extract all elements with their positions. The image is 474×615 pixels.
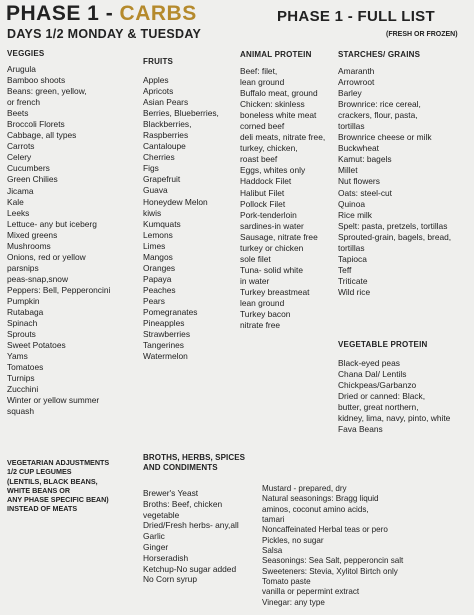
list-item: Beans: green, yellow,: [7, 86, 87, 97]
starches-list: [338, 66, 451, 298]
list-item: Chicken: skinless: [240, 99, 305, 110]
veggies-heading: VEGGIES: [7, 49, 45, 58]
list-item: Horseradish: [143, 552, 189, 563]
list-item: Salsa: [262, 546, 283, 556]
vegetable-protein-heading: VEGETABLE PROTEIN: [338, 340, 428, 349]
list-item: Buckwheat: [338, 143, 379, 154]
list-item: Ketchup-No sugar added: [143, 563, 237, 574]
list-item: Kumquats: [143, 218, 181, 229]
list-item: Zucchini: [7, 384, 39, 395]
full-list-title: PHASE 1 - FULL LIST: [277, 8, 435, 25]
list-item: Seasonings: Sea Salt, pepperoncin salt: [262, 556, 404, 566]
list-item: Celery: [7, 152, 32, 163]
list-item: Oranges: [143, 262, 176, 273]
list-item: Black-eyed peas: [338, 358, 400, 368]
list-item: Raspberries: [143, 130, 189, 141]
list-item: Teff: [338, 264, 352, 275]
list-item: Barley: [338, 88, 362, 99]
list-item: sole filet: [240, 253, 271, 264]
list-item: Quinoa: [338, 198, 366, 209]
list-item: roast beef: [240, 154, 278, 165]
list-item: Peppers: Bell, Pepperoncini: [7, 284, 111, 295]
list-item: lean ground: [240, 297, 285, 308]
list-item: Wild rice: [338, 286, 371, 297]
list-item: Tapioca: [338, 253, 367, 264]
list-item: tortillas: [338, 242, 365, 253]
list-item: Pork-tenderloin: [240, 209, 297, 220]
vegetarian-adjustments: [7, 458, 109, 514]
list-item: butter, great northern,: [338, 402, 419, 413]
broths-heading-line: BROTHS, HERBS, SPICES: [143, 453, 246, 462]
list-item: lean ground: [240, 77, 285, 88]
list-item: Green Chilies: [7, 174, 58, 185]
list-item: Cherries: [143, 152, 175, 163]
list-item: Peaches: [143, 284, 176, 295]
list-item: deli meats, nitrate free,: [240, 132, 326, 143]
list-item: Ginger: [143, 541, 169, 552]
broths-list: [143, 488, 239, 585]
veg-adjust-line: 1/2 CUP LEGUMES: [7, 467, 72, 477]
list-item: Apricots: [143, 86, 174, 97]
veg-adjust-line: ANY PHASE SPECIFIC BEAN): [7, 495, 109, 505]
list-item: Mixed greens: [7, 229, 58, 240]
list-item: sardines-in water: [240, 220, 304, 231]
list-item: Tangerines: [143, 340, 184, 351]
list-item: Spinach: [7, 318, 38, 329]
list-item: Turkey bacon: [240, 309, 291, 320]
condiments-list: [262, 484, 403, 608]
list-item: No Corn syrup: [143, 574, 197, 585]
list-item: in water: [240, 275, 270, 286]
list-item: Fava Beans: [338, 424, 383, 435]
list-item: Pickles, no sugar: [262, 535, 324, 545]
list-item: Mushrooms: [7, 240, 51, 251]
list-item: Guava: [143, 185, 168, 196]
list-item: Amaranth: [338, 66, 375, 76]
list-item: squash: [7, 406, 35, 417]
list-item: Berries, Blueberries,: [143, 108, 219, 119]
list-item: turkey, chicken,: [240, 143, 298, 154]
list-item: Cucumbers: [7, 163, 50, 174]
list-item: aminos, coconut amino acids,: [262, 504, 369, 514]
broths-heading-line: AND CONDIMENTS: [143, 463, 218, 472]
veg-adjust-line: WHITE BEANS OR: [7, 485, 71, 495]
list-item: turkey or chicken: [240, 242, 304, 253]
list-item: Broccoli Florets: [7, 119, 65, 130]
list-item: Watermelon: [143, 351, 188, 362]
list-item: vanilla or pepermint extract: [262, 587, 360, 597]
list-item: parsnips: [7, 262, 39, 273]
list-item: Cabbage, all types: [7, 130, 77, 141]
list-item: Blackberries,: [143, 119, 192, 130]
list-item: Haddock Filet: [240, 176, 292, 187]
list-item: Figs: [143, 163, 159, 174]
starches-heading: STARCHES/ GRAINS: [338, 50, 421, 59]
list-item: Eggs, whites only: [240, 165, 306, 176]
list-item: Lettuce- any but iceberg: [7, 218, 97, 229]
list-item: Asian Pears: [143, 97, 189, 108]
list-item: Oats: steel-cut: [338, 187, 392, 198]
list-item: or french: [7, 97, 41, 108]
list-item: peas-snap,snow: [7, 273, 68, 284]
list-item: Arugula: [7, 64, 36, 74]
list-item: Halibut Filet: [240, 187, 285, 198]
list-item: Carrots: [7, 141, 35, 152]
list-item: Winter or yellow summer: [7, 395, 100, 406]
list-item: Apples: [143, 75, 169, 85]
list-item: Kale: [7, 196, 24, 207]
list-item: Cantaloupe: [143, 141, 186, 152]
list-item: Yams: [7, 351, 28, 362]
list-item: Papaya: [143, 273, 172, 284]
list-item: Brownrice: rice cereal,: [338, 99, 421, 110]
list-item: Pumpkin: [7, 295, 40, 306]
list-item: Brewer's Yeast: [143, 488, 199, 498]
veggies-list: [7, 64, 110, 418]
list-item: Sweet Potatoes: [7, 340, 66, 351]
list-item: Pineapples: [143, 318, 185, 329]
list-item: Onions, red or yellow: [7, 251, 86, 262]
list-item: Buffalo meat, ground: [240, 88, 318, 99]
list-item: Chickpeas/Garbanzo: [338, 380, 417, 391]
list-item: Pollock Filet: [240, 198, 286, 209]
list-item: Spelt: pasta, pretzels, tortillas: [338, 220, 448, 231]
list-item: Rice milk: [338, 209, 372, 220]
list-item: Chana Dal/ Lentils: [338, 369, 407, 380]
list-item: Brownrice cheese or milk: [338, 132, 432, 143]
list-item: Jicama: [7, 185, 34, 196]
list-item: boneless white meat: [240, 110, 317, 121]
list-item: Mustard - prepared, dry: [262, 484, 347, 493]
list-item: Dried/Fresh herbs- any,all: [143, 520, 239, 531]
list-item: Leeks: [7, 207, 30, 218]
animal-protein-heading: ANIMAL PROTEIN: [240, 50, 312, 59]
title-phase: PHASE 1 -: [6, 2, 114, 25]
list-item: Vinegar: any type: [262, 597, 325, 607]
list-item: Rutabaga: [7, 307, 44, 318]
veg-adjust-line: (LENTILS, BLACK BEANS,: [7, 476, 98, 486]
list-item: Natural seasonings: Bragg liquid: [262, 494, 379, 504]
list-item: Kamut: bagels: [338, 154, 392, 165]
list-item: vegetable: [143, 509, 180, 520]
title-carbs: CARBS: [119, 2, 197, 25]
fruits-heading: FRUITS: [143, 57, 174, 66]
list-item: Triticate: [338, 275, 368, 286]
page-subtitle: DAYS 1/2 MONDAY & TUESDAY: [7, 27, 202, 41]
list-item: Pears: [143, 295, 165, 306]
list-item: Garlic: [143, 531, 165, 542]
list-item: kiwis: [143, 207, 162, 218]
vegetable-protein-list: [338, 358, 450, 435]
list-item: Tomatoes: [7, 362, 44, 373]
list-item: Lemons: [143, 229, 173, 240]
list-item: Mangos: [143, 251, 173, 262]
list-item: Grapefruit: [143, 174, 181, 185]
list-item: kidney, lima, navy, pinto, white: [338, 413, 451, 424]
list-item: Tuna- solid white: [240, 264, 303, 275]
list-item: Pomegranates: [143, 306, 198, 317]
list-item: Sausage, nitrate free: [240, 231, 318, 242]
veg-adjust-line: INSTEAD OF MEATS: [7, 504, 78, 514]
list-item: Turnips: [7, 373, 35, 384]
list-item: Broths: Beef, chicken: [143, 498, 223, 509]
list-item: Honeydew Melon: [143, 196, 208, 207]
list-item: Sprouts: [7, 329, 36, 340]
page-title: [6, 2, 197, 26]
list-item: tamari: [262, 515, 285, 525]
list-item: Bamboo shoots: [7, 75, 66, 86]
list-item: tortillas: [338, 121, 365, 132]
list-item: Sweeteners: Stevia, Xylitol Birtch only: [262, 566, 398, 576]
list-item: Sprouted-grain, bagels, bread,: [338, 231, 452, 242]
broths-heading: [143, 453, 245, 473]
list-item: Noncaffeinated Herbal teas or pero: [262, 525, 388, 535]
list-item: corned beef: [240, 121, 285, 132]
list-item: Dried or canned: Black,: [338, 391, 426, 402]
list-item: Millet: [338, 165, 358, 176]
fresh-frozen-note: (FRESH OR FROZEN): [386, 31, 458, 38]
list-item: Strawberries: [143, 329, 191, 340]
list-item: Nut flowers: [338, 176, 380, 187]
animal-protein-list: [240, 66, 325, 331]
list-item: Turkey breastmeat: [240, 286, 310, 297]
veg-adjust-line: VEGETARIAN ADJUSTMENTS: [7, 458, 110, 467]
list-item: crackers, flour, pasta,: [338, 110, 418, 121]
fruits-list: [143, 75, 219, 362]
list-item: Arrowroot: [338, 77, 375, 88]
list-item: Limes: [143, 240, 166, 251]
list-item: nitrate free: [240, 320, 281, 331]
list-item: Tomato paste: [262, 577, 311, 587]
list-item: Beets: [7, 108, 29, 119]
list-item: Beef: filet,: [240, 66, 278, 76]
